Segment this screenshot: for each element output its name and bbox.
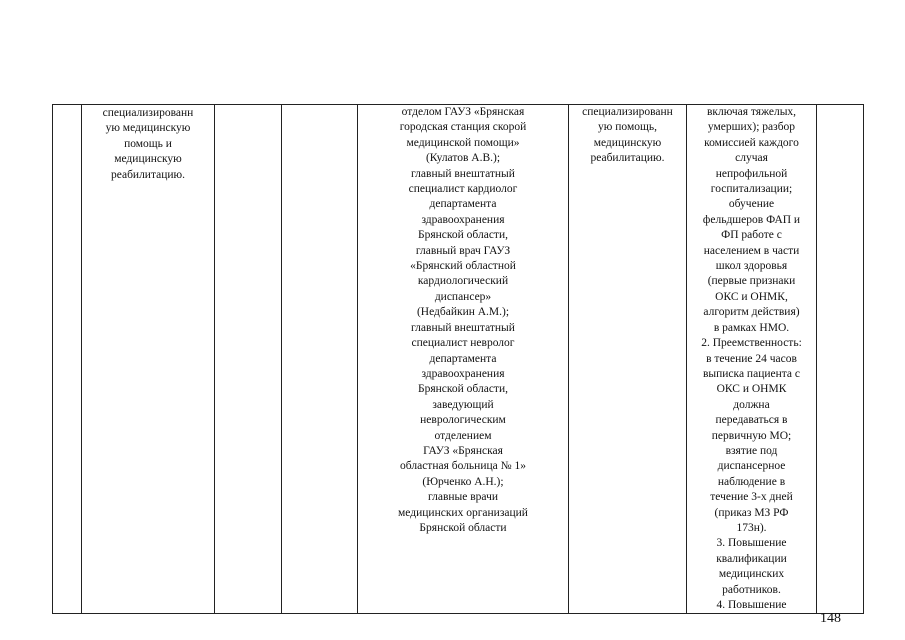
cell-measures: включая тяжелых, умерших); разбор комиссией каждого случая непрофильной госпитализации; обучение фельдшеров ФАП и ФП работе с населением в части школ здоровья (первые признаки ОКС и ОНМК, алгоритм действия) в рамках НМО. 2. Преемственность: в течение 24 часов выписка пациента с ОКС и ОНМК должна передаваться в первичную МО; взятие под диспансерное наблюдение в течение 3-х дней (приказ МЗ РФ 173н). 3. Повышение квалификации медицинских работников. 4. Повышение (687, 105, 817, 614)
cell-result: специализированн ую помощь, медицинскую реабилитацию. (569, 105, 687, 614)
cell-empty-3 (817, 105, 864, 614)
document-table (52, 104, 864, 614)
cell-empty-1 (215, 105, 282, 614)
cell-goal: специализированн ую медицинскую помощь и медицинскую реабилитацию. (82, 105, 215, 614)
page-number: 148 (820, 611, 841, 626)
table-row (53, 105, 864, 614)
cell-responsible: отделом ГАУЗ «Брянская городская станция скорой медицинской помощи» (Кулатов А.В.); главный внештатный специалист кардиолог департамента здравоохранения Брянской области, главный врач ГАУЗ «Брянский областной кардиологический диспансер» (Недбайкин А.М.); главный внештатный специалист невролог департамента здравоохранения Брянской области, заведующий неврологическим отделением ГАУЗ «Брянская областная больница № 1» (Юрченко А.Н.); главные врачи медицинских организаций Брянской области (358, 105, 569, 614)
cell-number (53, 105, 82, 614)
cell-empty-2 (282, 105, 358, 614)
